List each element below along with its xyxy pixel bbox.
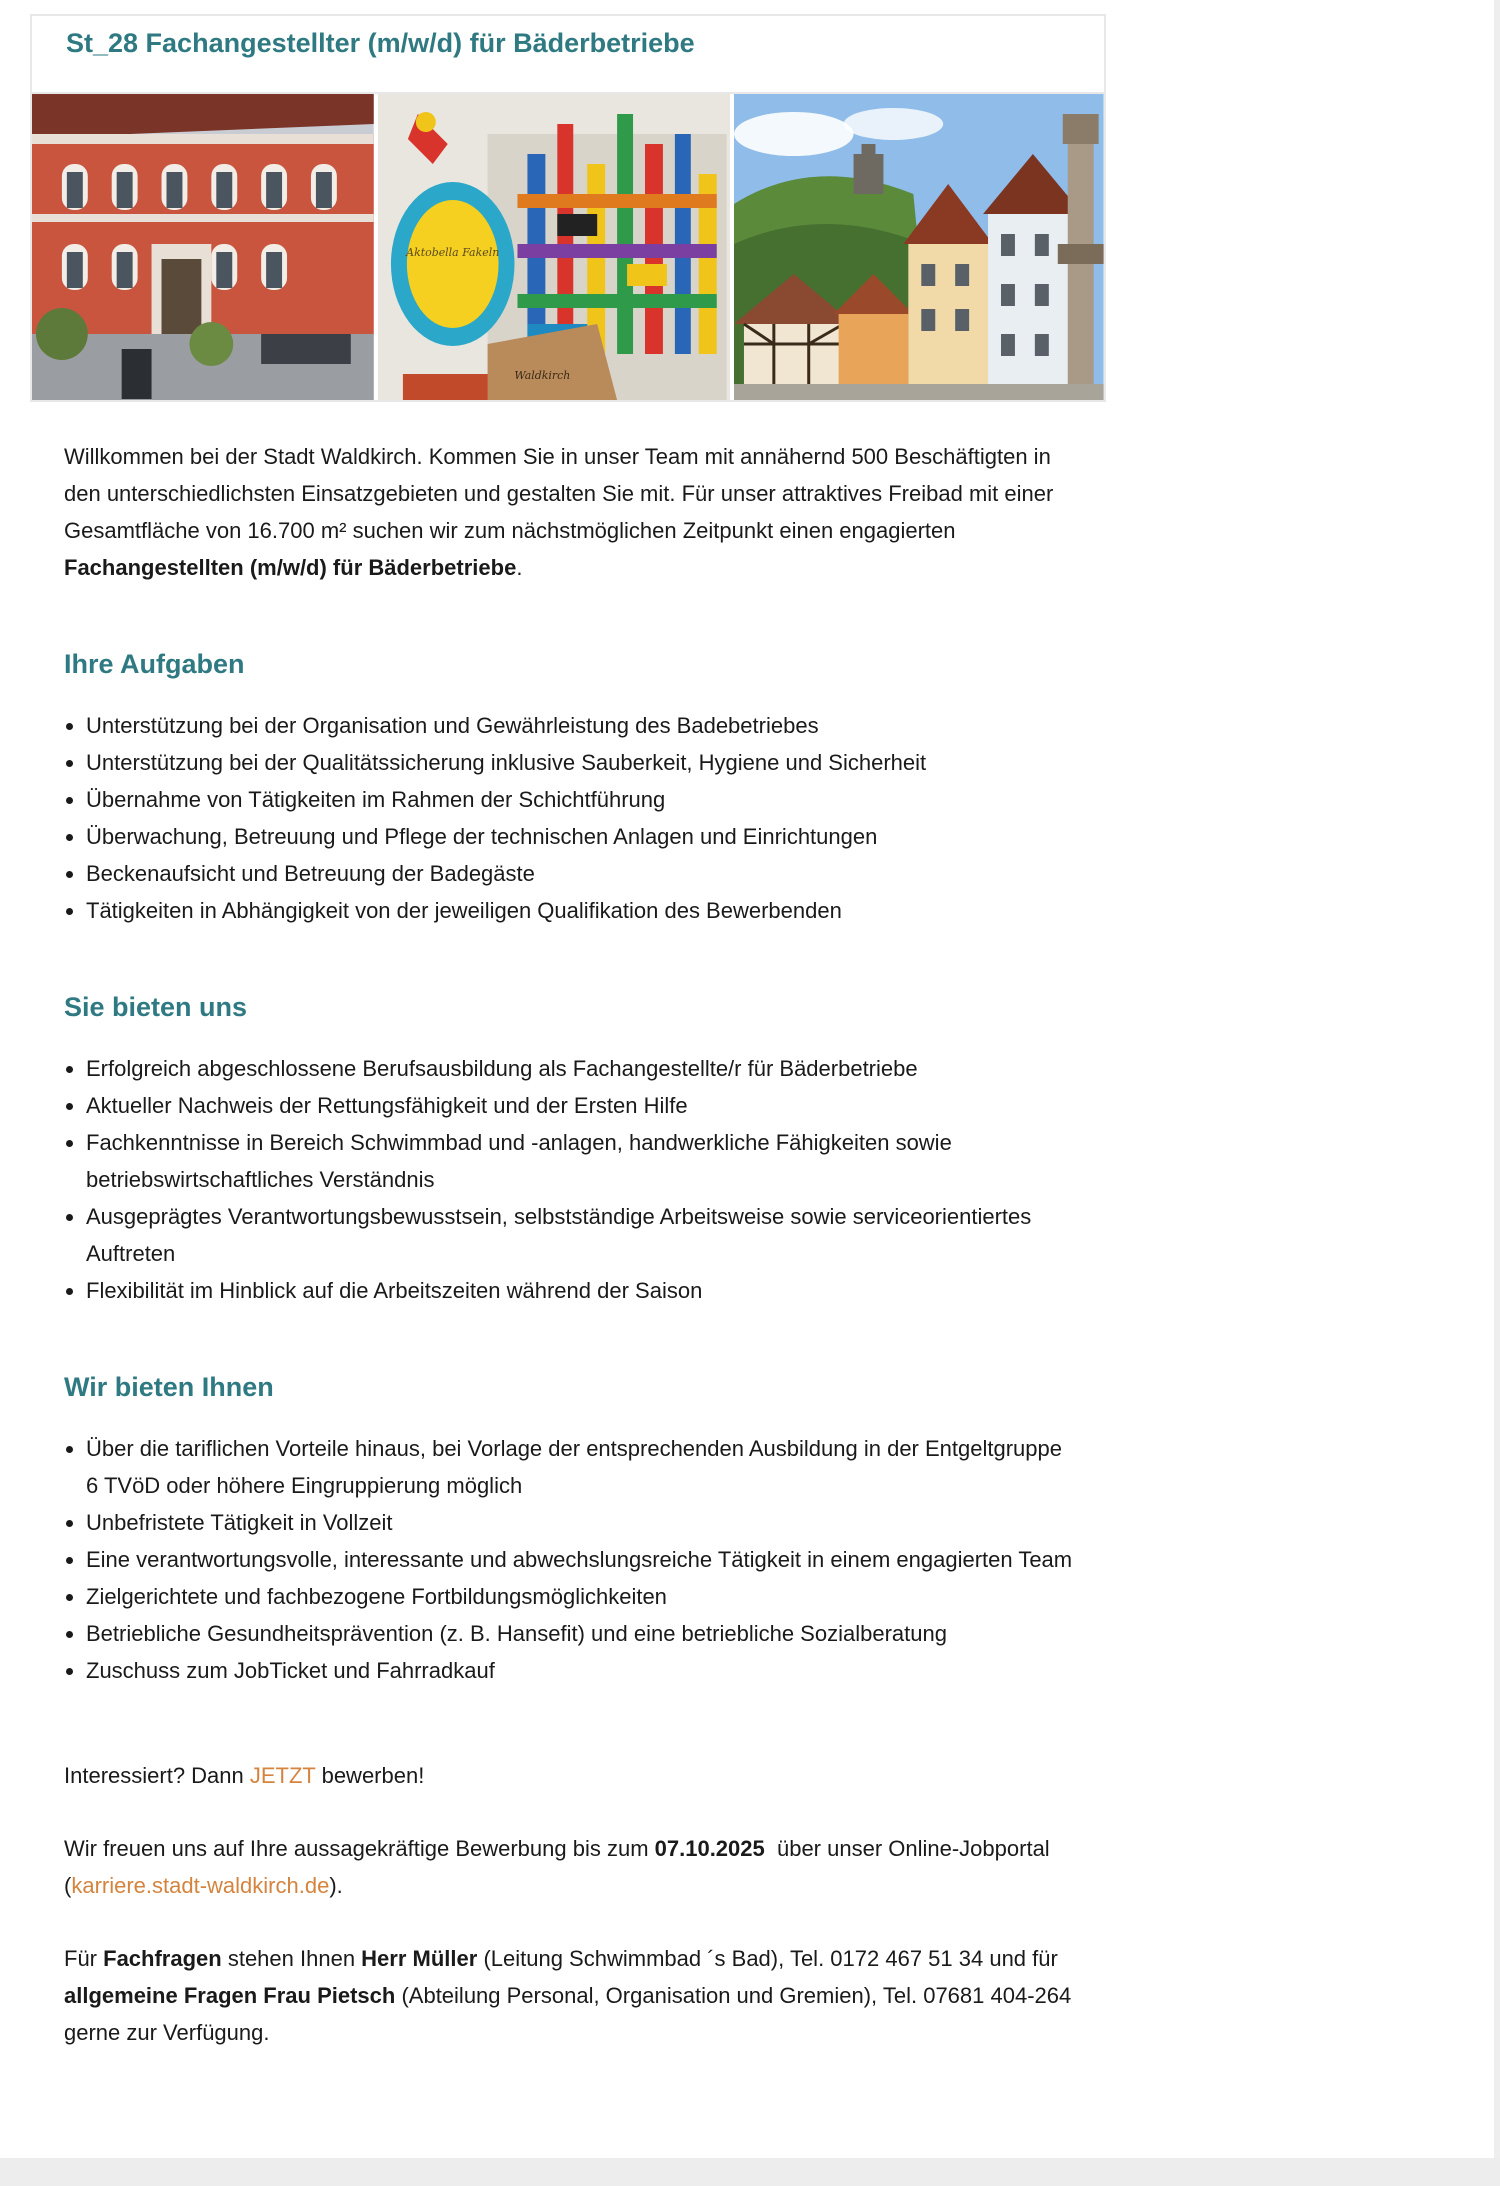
list-item: • Betriebliche Gesundheitsprävention (z. B. Hansefit) und eine betriebliche Sozialberatung <box>86 1615 1074 1652</box>
list-item: • Unbefristete Tätigkeit in Vollzeit <box>86 1504 1074 1541</box>
cta-text: Interessiert? Dann <box>64 1763 250 1788</box>
contact-text: (Abteilung Personal, Organisation und Gremien), Tel. 07681 404-264 gerne zur Verfügung. <box>64 1983 1072 2045</box>
list-item: • Zuschuss zum JobTicket und Fahrradkauf <box>86 1652 1074 1689</box>
contact-paragraph <box>64 1940 1074 2051</box>
old-town-photo <box>734 94 1104 400</box>
list-item: • Fachkenntnisse in Bereich Schwimmbad und -anlagen, handwerkliche Fähigkeiten sowie betriebswirtschaftliches Verständnis <box>86 1124 1074 1198</box>
cta-text-end: bewerben! <box>315 1763 425 1788</box>
intro-text-end: . <box>516 555 523 580</box>
list-item: • Zielgerichtete und fachbezogene Fortbildungsmöglichkeiten <box>86 1578 1074 1615</box>
list-item: • Beckenaufsicht und Betreuung der Badegäste <box>86 855 1074 892</box>
application-text-end: ). <box>329 1873 343 1898</box>
call-to-action <box>64 1757 1074 1794</box>
contact-person-2: allgemeine Fragen Frau Pietsch <box>64 1983 396 2008</box>
title-box <box>30 14 1106 92</box>
colorful-sculpture-photo <box>378 94 731 400</box>
tasks-list <box>64 707 1074 929</box>
contact-text: (Leitung Schwimmbad ´s Bad), Tel. 0172 467 51 34 und für <box>477 1946 1058 1971</box>
list-item: • Über die tariflichen Vorteile hinaus, bei Vorlage der entsprechenden Ausbildung in der Entgeltgruppe 6 TVöD oder höhere Eingruppierung möglich <box>86 1430 1074 1504</box>
sculpture-sign-text: Aktobella Fakeln <box>405 245 499 260</box>
list-item: • Unterstützung bei der Qualitätssicherung inklusive Sauberkeit, Hygiene und Sicherheit <box>86 744 1074 781</box>
contact-person-1: Herr Müller <box>361 1946 478 1971</box>
heading-offer: Wir bieten Ihnen <box>64 1372 274 1402</box>
list-item: • Überwachung, Betreuung und Pflege der technischen Anlagen und Einrichtungen <box>86 818 1074 855</box>
application-paragraph <box>64 1830 1074 1904</box>
town-hall-photo <box>32 94 374 400</box>
list-item: • Unterstützung bei der Organisation und Gewährleistung des Badebetriebes <box>86 707 1074 744</box>
contact-bold-topic: Fachfragen <box>103 1946 222 1971</box>
contact-text: Für <box>64 1946 104 1971</box>
header-banner <box>30 92 1106 402</box>
heading-tasks: Ihre Aufgaben <box>64 649 245 679</box>
list-item: • Tätigkeiten in Abhängigkeit von der jeweiligen Qualifikation des Bewerbenden <box>86 892 1074 929</box>
intro-paragraph <box>64 438 1074 586</box>
job-title: St_28 Fachangestellter (m/w/d) für Bäderbetriebe <box>66 28 695 58</box>
requirements-list <box>64 1050 1074 1309</box>
application-deadline: 07.10.2025 <box>654 1836 765 1861</box>
list-item: • Aktueller Nachweis der Rettungsfähigkeit und der Ersten Hilfe <box>86 1087 1074 1124</box>
application-text: Wir freuen uns auf Ihre aussagekräftige Bewerbung bis zum <box>64 1836 655 1861</box>
heading-requirements: Sie bieten uns <box>64 992 248 1022</box>
cta-highlight: JETZT <box>249 1763 316 1788</box>
application-text-middle: über unser Online-Jobportal ( <box>64 1836 1056 1898</box>
list-item: • Flexibilität im Hinblick auf die Arbeitszeiten während der Saison <box>86 1272 1074 1309</box>
list-item: • Ausgeprägtes Verantwortungsbewusstsein, selbstständige Arbeitsweise sowie serviceorientiertes Auftreten <box>86 1198 1074 1272</box>
list-item: • Erfolgreich abgeschlossene Berufsausbildung als Fachangestellte/r für Bäderbetriebe <box>86 1050 1074 1087</box>
intro-text: Willkommen bei der Stadt Waldkirch. Kommen Sie in unser Team mit annähernd 500 Beschäftigten in den unterschiedlichsten Einsatzgebieten und gestalten Sie mit. Für unser attraktives Freibad mit einer Gesamtfläche von 16.700 m² suchen wir zum nächstmöglichen Zeitpunkt einen engagierten <box>64 444 1054 543</box>
job-portal-link[interactable]: karriere.stadt-waldkirch.de <box>71 1873 330 1898</box>
sculpture-plaque-text: Waldkirch <box>514 368 571 383</box>
offer-list <box>64 1430 1074 1689</box>
page-footer-bar <box>0 2158 1500 2186</box>
intro-position-name: Fachangestellten (m/w/d) für Bäderbetriebe <box>64 555 517 580</box>
page-scrollbar-track <box>1494 0 1500 2186</box>
list-item: • Eine verantwortungsvolle, interessante und abwechslungsreiche Tätigkeit in einem engagierten Team <box>86 1541 1074 1578</box>
list-item: • Übernahme von Tätigkeiten im Rahmen der Schichtführung <box>86 781 1074 818</box>
contact-text: stehen Ihnen <box>221 1946 362 1971</box>
job-description <box>64 438 1074 2051</box>
job-posting-card <box>30 14 1106 402</box>
